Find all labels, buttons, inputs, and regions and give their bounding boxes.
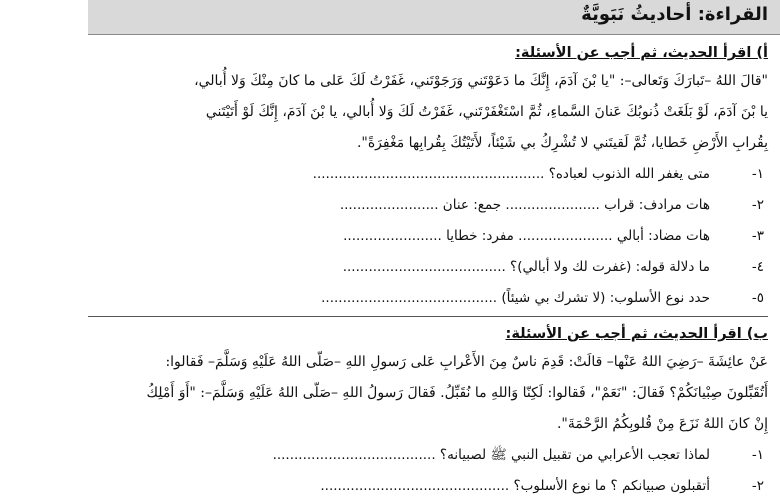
question-item	[88, 221, 768, 252]
question-item	[88, 159, 768, 190]
hadith-line: يا بْنَ آدَمَ، لَوْ بَلَغَتْ ذُنوبُكَ عَنانَ السَّماءِ، ثُمَّ اسْتَغْفَرْتَني، غَفَرْتُ لَكَ وَلا أُبالي، يا بْنَ آدَمَ، إِنَّكَ لَوْ أَتَيْتَني	[205, 104, 768, 120]
section-a-questions	[88, 159, 768, 314]
section-b-heading: ب) اقرأ الحديث، ثم أجب عن الأسئلة:	[505, 326, 768, 342]
title-bar	[88, 0, 780, 35]
question-item	[88, 283, 768, 314]
question-number: ١-	[751, 447, 764, 463]
question-item	[88, 471, 768, 502]
question-text: ما دلالة قوله: (غفرت لك ولا أبالي)؟ ......................................	[342, 259, 710, 275]
page-title: القراءة: أحاديثُ نَبَويَّةٌ	[581, 4, 768, 25]
hadith-line: أَتُقَبِّلونَ صِبْيانَكُمْ؟ فَقالَ: "نَعَمْ"، فَقالوا: لَكِنّا وَاللهِ ما نُقَبِّلُ. فَقالَ رَسولُ اللهِ –صَلّى اللهُ عَلَيْهِ وَسَلَّمَ–: "أَوَ أَمْلِكُ	[146, 385, 768, 401]
section-a-heading: أ) اقرأ الحديث، ثم أجب عن الأسئلة:	[515, 45, 768, 61]
hadith-line: "قالَ اللهُ –تَبارَكَ وَتَعالى–: "يا بْنَ آدَمَ، إِنَّكَ ما دَعَوْتَني وَرَجَوْتَني، غَفَرْتُ لَكَ عَلى ما كانَ مِنْكَ وَلا أُبالي،	[194, 73, 768, 89]
question-number: ٢-	[751, 197, 764, 213]
question-item	[88, 190, 768, 221]
question-number: ٥-	[751, 290, 764, 306]
question-text: حدد نوع الأسلوب: (لا تشرك بي شيئاً) .........................................	[321, 290, 710, 306]
question-number: ٤-	[751, 259, 764, 275]
section-b-hadith	[88, 347, 768, 440]
question-item	[88, 440, 768, 471]
section-a-hadith	[88, 66, 768, 159]
page-margin	[0, 0, 88, 500]
section-b-questions	[88, 440, 768, 502]
hadith-line: إِنْ كانَ اللهُ نَزَعَ مِنْ قُلوبِكُمُ الرَّحْمَةَ".	[556, 416, 768, 432]
question-text: متى يغفر الله الذنوب لعباده؟ ......................................................	[312, 166, 710, 182]
worksheet-content	[88, 36, 768, 502]
section-divider	[88, 316, 768, 317]
question-text: هات مرادف: قراب ...................... جمع: عنان .......................	[339, 197, 710, 213]
question-number: ٣-	[751, 228, 764, 244]
question-number: ١-	[751, 166, 764, 182]
question-text: أتقبلون صبيانكم ؟ ما نوع الأسلوب؟ ............................................	[320, 478, 710, 494]
question-text: هات مضاد: أبالي ...................... مفرد: خطايا .......................	[343, 228, 710, 244]
question-text: لماذا تعجب الأعرابي من تقبيل النبي ﷺ لصبيانه؟ ......................................	[272, 447, 710, 463]
hadith-line: عَنْ عائِشَةَ –رَضِيَ اللهُ عَنْها– قالَتْ: قَدِمَ ناسٌ مِنَ الأَعْرابِ عَلى رَسولِ اللهِ –صَلّى اللهُ عَلَيْهِ وَسَلَّمَ– فَقالوا:	[165, 354, 768, 370]
question-item	[88, 252, 768, 283]
question-number: ٢-	[751, 478, 764, 494]
hadith-line: بِقُرابِ الأَرْضِ خَطايا، ثُمَّ لَقيتَني لا تُشْرِكُ بي شَيْئاً، لأَتَيْتُكَ بِقُرابِها مَغْفِرَةً".	[356, 135, 768, 151]
